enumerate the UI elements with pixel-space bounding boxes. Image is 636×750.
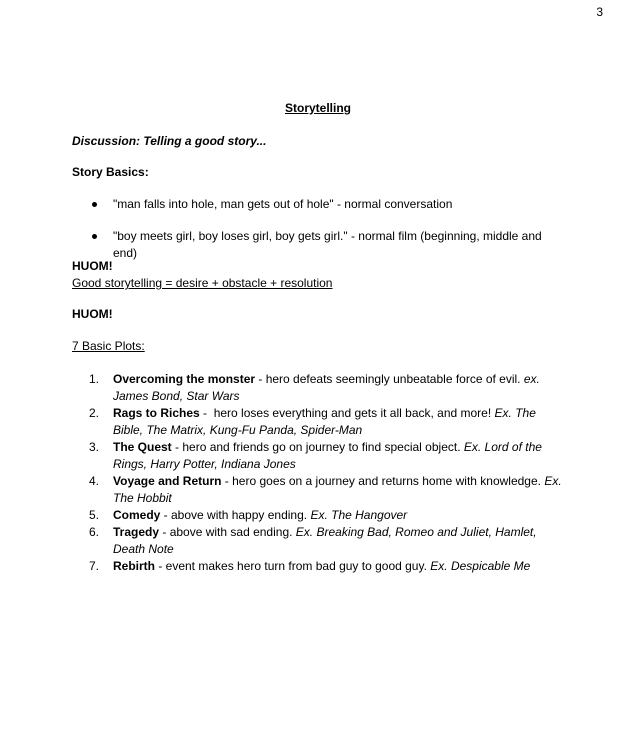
- doc-title: Storytelling: [284, 101, 351, 115]
- plot-item: [72, 524, 569, 558]
- plot-segment-italic: Ex. The Bible, The Matrix, Kung-Fu Panda, Spider-Man: [113, 406, 536, 437]
- plot-segment-bold: The Quest: [113, 440, 172, 454]
- plot-segment-italic: Ex. Breaking Bad, Romeo and Juliet, Hamlet, Death Note: [113, 525, 537, 556]
- plot-segment-bold: Rebirth: [113, 559, 155, 573]
- story-basics-heading: Story Basics:: [72, 165, 149, 179]
- plot-segment-regular: - above with happy ending.: [160, 508, 311, 522]
- plot-segment-italic: ex. James Bond, Star Wars: [113, 372, 540, 403]
- huom-note-2: HUOM!: [72, 307, 113, 321]
- plot-item: [72, 371, 569, 405]
- discussion-heading: Discussion: Telling a good story...: [72, 134, 267, 148]
- plot-segment-regular: - hero defeats seemingly unbeatable force of evil.: [255, 372, 524, 386]
- plot-item: [72, 473, 569, 507]
- bullet-item: "man falls into hole, man gets out of hole" - normal conversation: [72, 196, 569, 213]
- huom-note-1: HUOM!: [72, 259, 113, 273]
- plot-segment-regular: - above with sad ending.: [159, 525, 296, 539]
- plot-segment-regular: - hero and friends go on journey to find special object.: [171, 440, 464, 454]
- plot-segment-italic: Ex. The Hangover: [310, 508, 408, 522]
- plot-segment-bold: Overcoming the monster: [113, 372, 256, 386]
- plot-item: [72, 439, 569, 473]
- plot-segment-regular: - hero goes on a journey and returns home with knowledge.: [221, 474, 545, 488]
- basic-plots-list: [72, 371, 569, 575]
- plot-segment-italic: Ex. The Hobbit: [113, 474, 562, 505]
- plot-item: [72, 507, 569, 524]
- plot-segment-italic: Ex. Lord of the Rings, Harry Potter, Indiana Jones: [113, 440, 542, 471]
- plot-segment-italic: Ex. Despicable Me: [430, 559, 531, 573]
- plot-segment-bold: Voyage and Return: [113, 474, 222, 488]
- plot-segment-regular: - event makes hero turn from bad guy to good guy.: [155, 559, 431, 573]
- plot-segment-bold: Comedy: [113, 508, 161, 522]
- story-basics-list: [72, 196, 569, 277]
- bullet-item: "boy meets girl, boy loses girl, boy gets girl." - normal film (beginning, middle and end): [72, 228, 569, 262]
- plot-item: [72, 405, 569, 439]
- plot-segment-regular: - hero loses everything and gets it all back, and more!: [199, 406, 495, 420]
- plot-segment-bold: Rags to Riches: [113, 406, 200, 420]
- page-number: 3: [596, 5, 603, 19]
- plot-item: [72, 558, 569, 575]
- basic-plots-heading: 7 Basic Plots:: [72, 339, 145, 353]
- plot-segment-bold: Tragedy: [113, 525, 160, 539]
- storytelling-formula: Good storytelling = desire + obstacle + resolution: [72, 276, 333, 290]
